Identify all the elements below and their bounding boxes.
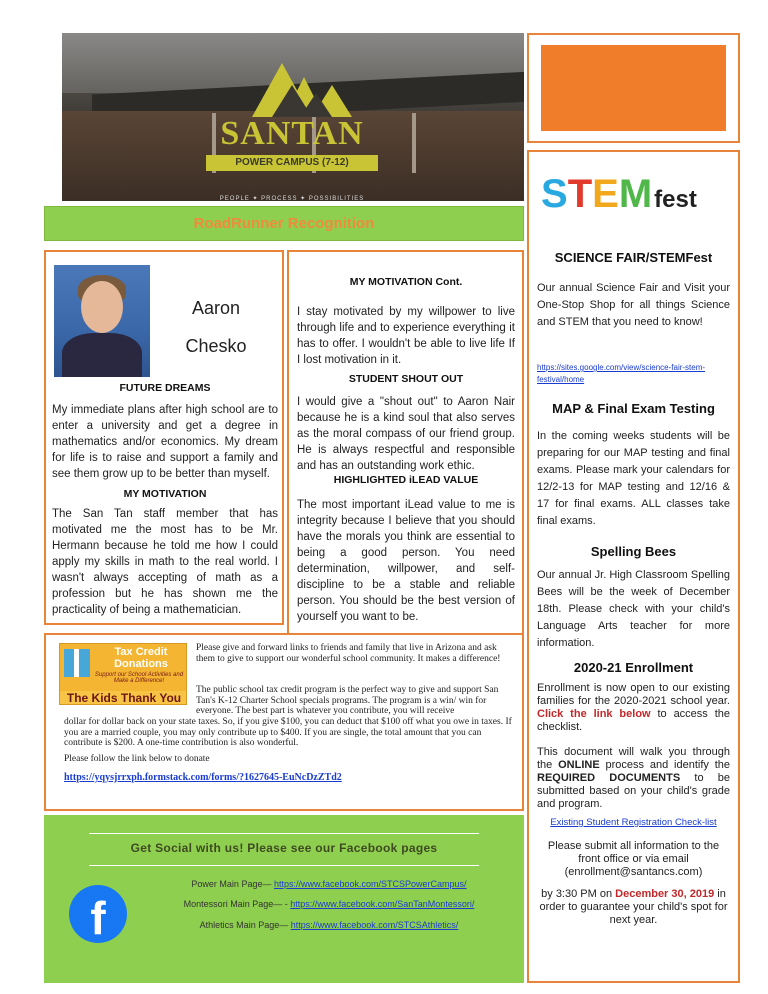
document-text (537, 746, 730, 811)
enrollment-text-a: Enrollment is now open to our existing families for the 2020-2021 school year. (537, 682, 730, 707)
stem-letter: M (618, 172, 653, 216)
deadline-text (537, 888, 730, 927)
deadline-text-c: in order to guarantee your child's spot for next year. (539, 888, 728, 926)
tax-paragraph-4: Please follow the link below to donate (64, 754, 210, 764)
social-row-athletics (144, 920, 514, 930)
enrollment-text-b: Click the link below (537, 708, 651, 720)
brand-name: SANTAN (220, 115, 364, 152)
student-last-name: Chesko (185, 336, 247, 356)
document-text-b: ONLINE (558, 759, 600, 771)
shout-out-heading: STUDENT SHOUT OUT (348, 373, 464, 385)
facebook-link-athletics[interactable]: https://www.facebook.com/STCSAthletics/ (290, 920, 459, 930)
deadline-text-a: by 3:30 PM on (541, 888, 613, 900)
donate-link[interactable]: https://yqysjrrxph.formstack.com/forms/?1627645-EuNcDzZTd2 (64, 772, 342, 783)
motivation-cont-text: I stay motivated by my willpower to live through life and to experience everything it has to offer. I wouldn't be able to live life If I lost motivation in it. (297, 306, 515, 366)
map-testing-heading: MAP & Final Exam Testing (552, 401, 715, 416)
enrollment-text (537, 682, 730, 734)
social-label: Power Main Page— (191, 879, 272, 889)
science-fair-link[interactable]: https://sites.google.com/view/science-fair-stem-festival/home (537, 363, 706, 384)
map-testing-text: In the coming weeks students will be preparing for our MAP testing and final exams. Please mark your calendars for 12/2-13 for MAP testing and 12/16 & 17 for final exams. ALL classes take final exams. (537, 430, 730, 527)
motivation-text: The San Tan staff member that has motivated me the most has to be Mr. Hermann because he told me how I could apply my skills in math to the real world. I wasn't always accepting of math as a profession but he has shown me the practicality of being a mathematician. (52, 508, 278, 616)
student-photo (54, 265, 150, 377)
gift-ribbon-icon (74, 649, 79, 677)
mountain-logo-icon (192, 55, 392, 117)
orange-feature-box (527, 33, 740, 143)
divider (89, 833, 479, 834)
stem-letter: S (541, 172, 568, 216)
document-text-c: process and identify the (605, 759, 730, 771)
registration-checklist-link[interactable]: Existing Student Registration Check-list (550, 817, 717, 828)
stem-suffix: fest (654, 186, 697, 213)
deadline-date: December 30, 2019 (615, 888, 715, 900)
spelling-bees-heading: Spelling Bees (590, 544, 677, 559)
hero-banner (62, 33, 524, 201)
motivation-cont-heading: MY MOTIVATION Cont. (349, 276, 463, 288)
hero-pillar (412, 113, 416, 173)
enrollment-text-c: to access the checklist. (537, 708, 730, 733)
orange-block (541, 45, 726, 131)
tax-paragraph-3: dollar for dollar back on your state taxes. So, if you give $100, you can deduct that $100 off what you owe in taxes. If you are a married couple, you may only contribute up to $400. If you are single, the total amount that you can contribute is $200. A one-time contribution is also wonderful. (64, 717, 512, 748)
recognition-title: RoadRunner Recognition (193, 215, 375, 232)
santan-logo (192, 55, 392, 201)
enrollment-heading: 2020-21 Enrollment (573, 660, 694, 675)
stem-letter: E (592, 172, 619, 216)
photo-face (81, 281, 123, 333)
tax-paragraph-1: Please give and forward links to friends and family that live in Arizona and ask them to give to support our wonderful school community. It makes a difference! (196, 643, 501, 664)
divider (89, 865, 479, 866)
tax-logo-line1: Tax Credit (114, 646, 168, 658)
recognition-banner (44, 206, 524, 241)
photo-shirt (62, 333, 142, 377)
future-dreams-text: My immediate plans after high school are to enter a university and get a degree in mathematics and/or economics. My dream for life is to raise and support a family and see them grow up to be better than myself. (52, 404, 278, 480)
social-title: Get Social with us! Please see our Facebook pages (130, 841, 438, 855)
student-motivation-box (287, 250, 524, 635)
student-first-name: Aaron (191, 298, 241, 318)
document-text-d: REQUIRED DOCUMENTS (537, 772, 681, 784)
stem-letter: T (567, 172, 593, 216)
announcements-column (527, 150, 740, 983)
tax-logo-line3: Support our School Activities and Make a Difference! (94, 672, 184, 684)
document-text-e: to be submitted based on your child's grade and program. (537, 772, 731, 810)
student-profile-box (44, 250, 284, 625)
tax-logo-line2: Donations (114, 658, 168, 670)
future-dreams-heading: FUTURE DREAMS (119, 382, 211, 394)
facebook-link-power[interactable]: https://www.facebook.com/STCSPowerCampus/ (273, 879, 467, 889)
campus-label: POWER CAMPUS (7-12) (206, 155, 378, 171)
ilead-text: The most important iLead value to me is integrity because I believe that you should have the morals you think are essential to being a good person. You need determination, willpower, and self-discipline to be a stable and reliable person. You should be the best version of yourself you want to be. (297, 499, 515, 623)
facebook-link-montessori[interactable]: https://www.facebook.com/SanTanMontessori/ (290, 899, 475, 909)
social-row-montessori (144, 899, 514, 909)
social-label: Montessori Main Page— - (183, 899, 288, 909)
science-fair-heading: SCIENCE FAIR/STEMFest (554, 250, 713, 265)
social-label: Athletics Main Page— (199, 920, 289, 930)
submit-info-text: Please submit all information to the front office or via email (enrollment@santancs.com) (547, 840, 720, 878)
science-fair-text: Our annual Science Fair and Visit your One-Stop Shop for all things Science and STEM that you need to know! (537, 282, 730, 328)
social-media-box (44, 815, 524, 983)
spelling-bees-text: Our annual Jr. High Classroom Spelling Bees will be the week of December 18th. Please check with your child's Language Arts teacher for more information. (537, 569, 730, 649)
tax-credit-logo (59, 643, 187, 705)
tagline: PEOPLE ✦ PROCESS ✦ POSSIBILITIES (219, 196, 365, 201)
motivation-heading: MY MOTIVATION (123, 488, 207, 500)
tax-logo-line4: The Kids Thank You (60, 691, 187, 705)
ilead-heading: HIGHLIGHTED iLEAD VALUE (333, 474, 479, 486)
shout-out-text: I would give a "shout out" to Aaron Nair because he is a kind soul that also serves as the moral compass of our friend group. He is always respectful and responsible and has an outstanding work ethic. (297, 396, 515, 472)
tax-paragraph-2: The public school tax credit program is the perfect way to give and support San Tan's K-12 Charter School specials programs. The program is a win/ win for everyone. The best part is whatever you contribute, you will receive (196, 685, 499, 716)
document-text-a: This document will walk you through the (537, 746, 730, 771)
tax-credit-box (44, 633, 524, 811)
facebook-icon: f (69, 885, 127, 943)
social-row-power (144, 879, 514, 889)
stemfest-logo (541, 172, 727, 222)
